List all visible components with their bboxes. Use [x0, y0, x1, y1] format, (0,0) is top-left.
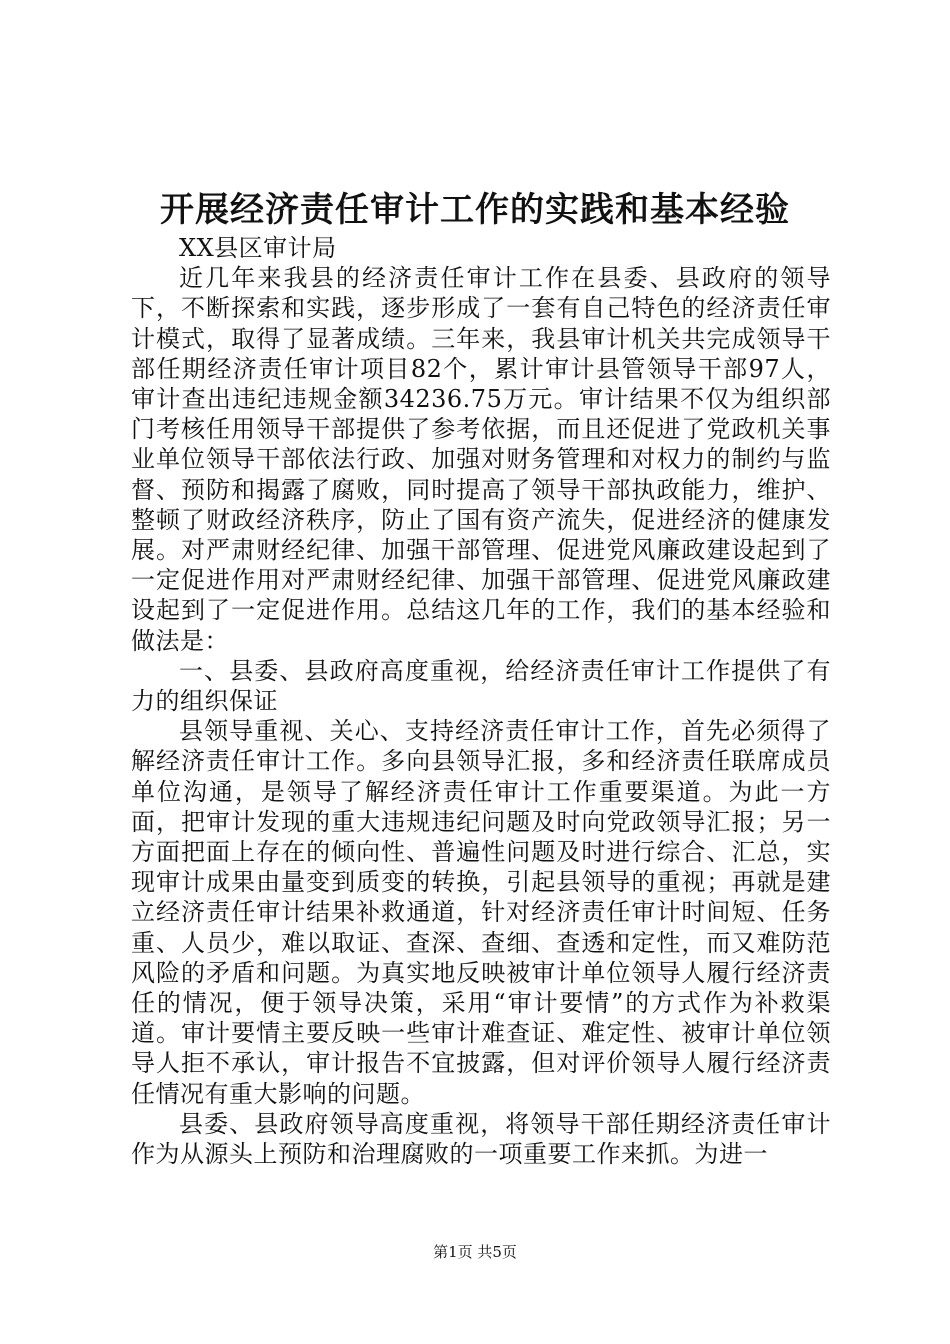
- document-title: 开展经济责任审计工作的实践和基本经验: [160, 190, 790, 230]
- page-footer: 第1页 共5页: [433, 1243, 517, 1261]
- paragraph-intro: 近几年来我县的经济责任审计工作在县委、县政府的领导下，不断探索和实践，逐步形成了一套有自己特色的经济责任审计模式，取得了显著成绩。三年来，我县审计机关共完成领导干部任期经济责任审计项目82个，累计审计县管领导干部97人，审计查出违纪违规金额34236.75万元。审计结果不仅为组织部门考核任用领导干部提供了参考依据，而且还促进了党政机关事业单位领导干部依法行政、加强对财务管理和对权力的制约与监督、预防和揭露了腐败，同时提高了领导干部执政能力，维护、整顿了财政经济秩序，防止了国有资产流失，促进经济的健康发展。对严肃财经纪律、加强干部管理、促进党风廉政建设起到了一定促进作用对严肃财经纪律、加强干部管理、促进党风廉政建设起到了一定促进作用。总结这几年的工作，我们的基本经验和做法是：: [131, 264, 831, 655]
- author-line: XX县区审计局: [179, 234, 337, 262]
- document-body: [131, 233, 831, 1169]
- paragraph-section-1-continued: 县委、县政府领导高度重视，将领导干部任期经济责任审计作为从源头上预防和治理腐败的一项重要工作来抓。为进一: [131, 1109, 831, 1169]
- paragraph-section-1: 县领导重视、关心、支持经济责任审计工作，首先必须得了解经济责任审计工作。多向县领导汇报，多和经济责任联席成员单位沟通，是领导了解经济责任审计工作重要渠道。为此一方面，把审计发现的重大违规违纪问题及时向党政领导汇报；另一方面把面上存在的倾向性、普遍性问题及时进行综合、汇总，实现审计成果由量变到质变的转换，引起县领导的重视；再就是建立经济责任审计结果补救通道，针对经济责任审计时间短、任务重、人员少，难以取证、查深、查细、查透和定性，而又难防范风险的矛盾和问题。为真实地反映被审计单位领导人履行经济责任的情况，便于领导决策，采用“审计要情”的方式作为补救渠道。审计要情主要反映一些审计难查证、难定性、被审计单位领导人拒不承认，审计报告不宜披露，但对评价领导人履行经济责任情况有重大影响的问题。: [131, 717, 831, 1108]
- section-heading-1: 一、县委、县政府高度重视，给经济责任审计工作提供了有力的组织保证: [131, 656, 831, 716]
